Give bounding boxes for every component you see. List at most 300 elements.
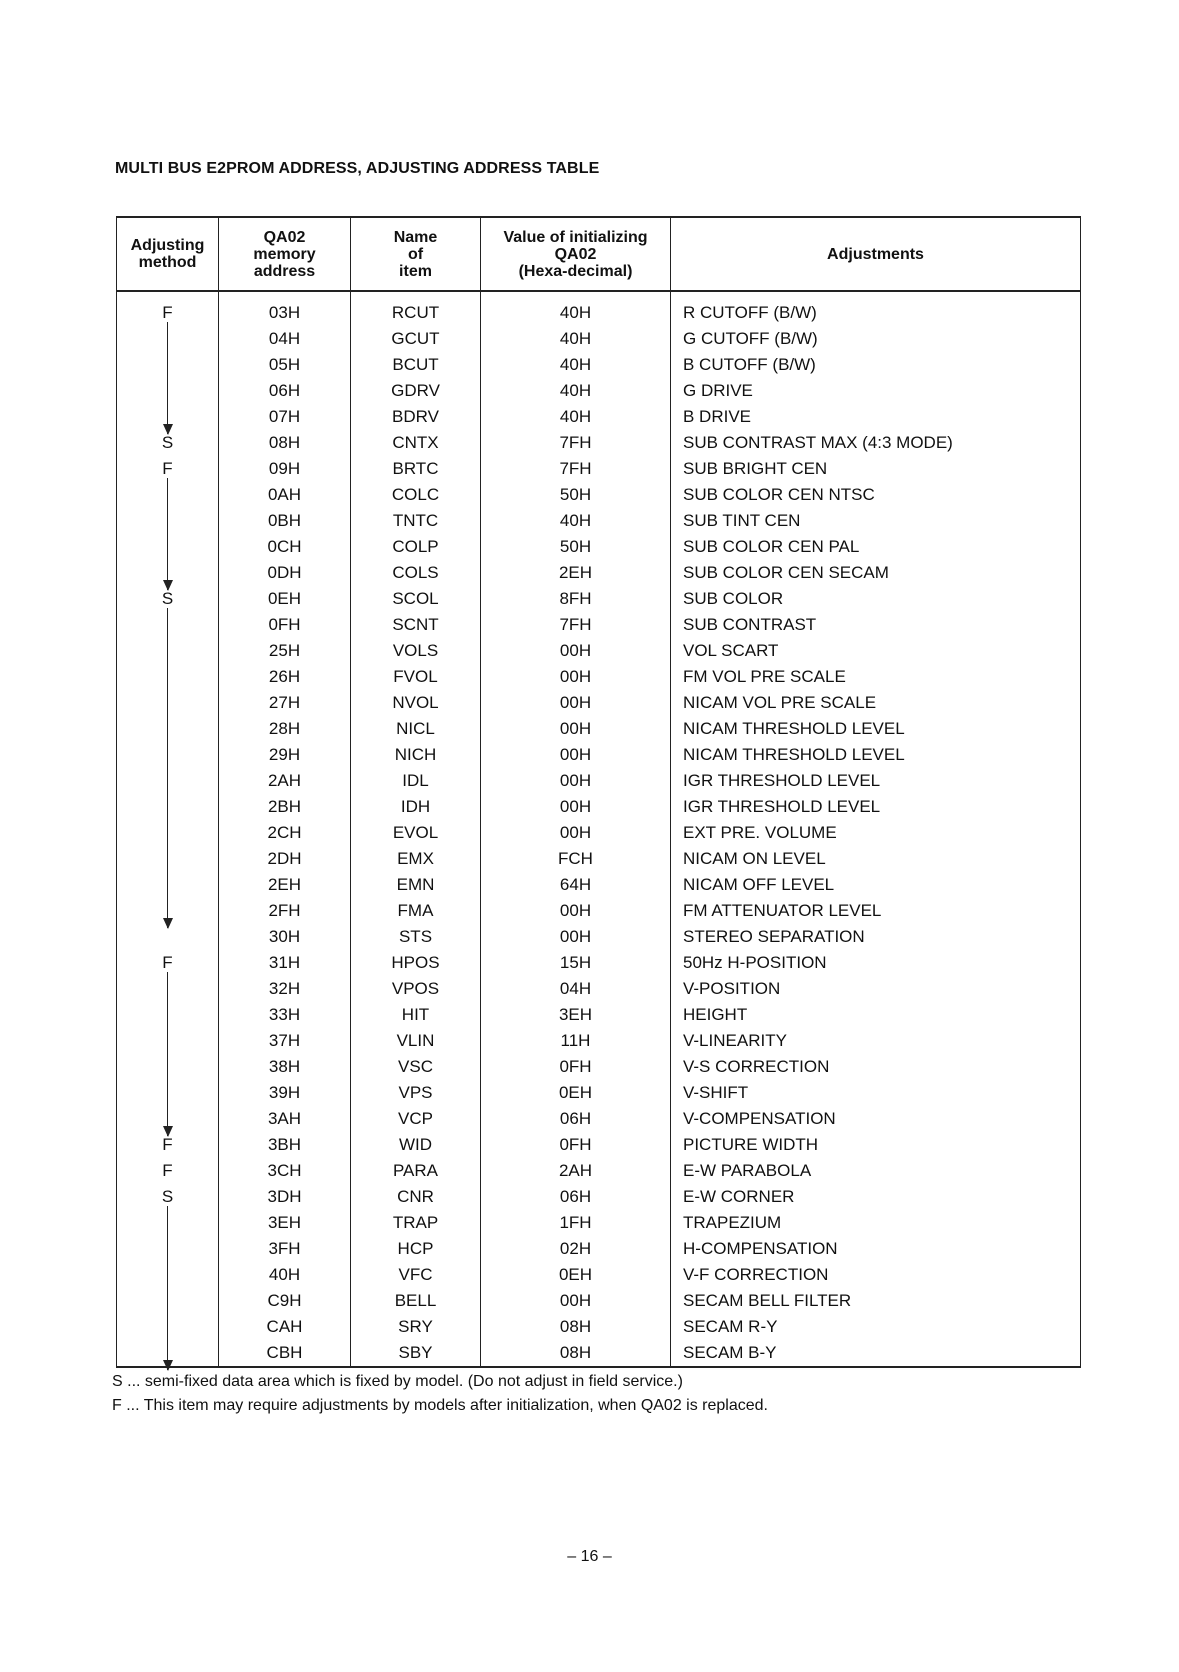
header-adjustments: Adjustments <box>671 217 1081 291</box>
adjustment-cell-text: SUB TINT CEN <box>683 511 801 530</box>
value-cell <box>481 638 671 664</box>
adjustment-cell-text: B CUTOFF (B/W) <box>683 355 816 374</box>
adjustment-cell <box>671 508 1081 534</box>
value-cell <box>481 326 671 352</box>
adjustment-cell <box>671 1002 1081 1028</box>
address-cell <box>219 976 351 1002</box>
address-cell <box>219 1184 351 1210</box>
adjustment-cell <box>671 976 1081 1002</box>
address-cell-text: 2AH <box>267 771 302 790</box>
method-cell <box>117 872 219 898</box>
adjustment-cell-text: V-COMPENSATION <box>683 1109 836 1128</box>
value-cell <box>481 508 671 534</box>
name-cell <box>351 820 481 846</box>
value-cell <box>481 1028 671 1054</box>
adjustment-cell <box>671 1132 1081 1158</box>
value-cell <box>481 872 671 898</box>
adjustment-cell-text: 50Hz H-POSITION <box>683 953 827 972</box>
name-cell-text: RCUT <box>391 303 440 322</box>
table-row <box>117 586 1081 612</box>
adjustment-cell-text: V-S CORRECTION <box>683 1057 830 1076</box>
adjustment-cell-text: NICAM THRESHOLD LEVEL <box>683 745 905 764</box>
address-cell-text: 3DH <box>267 1187 302 1206</box>
adjustment-cell-text: VOL SCART <box>683 641 779 660</box>
table-row <box>117 482 1081 508</box>
address-cell <box>219 404 351 430</box>
method-cell-text: S <box>161 433 174 452</box>
address-cell-text: 3FH <box>268 1239 301 1258</box>
name-cell-text: HPOS <box>391 953 440 972</box>
value-cell <box>481 794 671 820</box>
address-cell-text: 27H <box>268 693 301 712</box>
address-cell <box>219 586 351 612</box>
address-cell-text: 2CH <box>267 823 302 842</box>
value-cell <box>481 716 671 742</box>
table-row <box>117 742 1081 768</box>
name-cell <box>351 1080 481 1106</box>
table-row <box>117 1262 1081 1288</box>
address-cell-text: 33H <box>268 1005 301 1024</box>
table-header-row <box>117 217 1081 291</box>
value-cell <box>481 378 671 404</box>
name-cell-text: VCP <box>398 1109 433 1128</box>
adjustment-cell-text: SUB COLOR CEN NTSC <box>683 485 875 504</box>
address-cell-text: 38H <box>268 1057 301 1076</box>
value-cell <box>481 950 671 976</box>
name-cell-text: TRAP <box>392 1213 439 1232</box>
name-cell-text: HCP <box>397 1239 434 1258</box>
adjustment-cell-text: V-F CORRECTION <box>683 1265 829 1284</box>
name-cell <box>351 291 481 326</box>
method-cell <box>117 1236 219 1262</box>
method-cell <box>117 508 219 534</box>
address-cell <box>219 794 351 820</box>
adjustment-cell-text: E-W CORNER <box>683 1187 795 1206</box>
name-cell <box>351 1340 481 1367</box>
value-cell-text: 40H <box>559 303 592 322</box>
value-cell <box>481 1132 671 1158</box>
name-cell-text: STS <box>398 927 433 946</box>
value-cell <box>481 1288 671 1314</box>
name-cell <box>351 924 481 950</box>
table-row <box>117 794 1081 820</box>
adjustment-cell-text: G DRIVE <box>683 381 753 400</box>
adjustment-cell-text: SECAM R-Y <box>683 1317 778 1336</box>
name-cell-text: SCOL <box>392 589 439 608</box>
value-cell-text: 40H <box>559 381 592 400</box>
name-cell-text: EVOL <box>392 823 439 842</box>
address-cell <box>219 326 351 352</box>
name-cell-text: SBY <box>398 1343 433 1362</box>
name-cell <box>351 326 481 352</box>
adjustment-cell <box>671 898 1081 924</box>
table-row <box>117 352 1081 378</box>
adjustment-cell-text: NICAM OFF LEVEL <box>683 875 835 894</box>
adjustment-cell <box>671 768 1081 794</box>
adjustment-cell <box>671 1340 1081 1367</box>
adjustment-cell <box>671 794 1081 820</box>
method-cell <box>117 1158 219 1184</box>
name-cell-text: FVOL <box>393 667 438 686</box>
table-row <box>117 768 1081 794</box>
value-cell <box>481 1262 671 1288</box>
adjustment-cell-text: R CUTOFF (B/W) <box>683 303 817 322</box>
address-cell <box>219 1132 351 1158</box>
name-cell <box>351 1002 481 1028</box>
value-cell-text: 0FH <box>559 1057 592 1076</box>
table-row <box>117 560 1081 586</box>
adjustment-cell-text: NICAM ON LEVEL <box>683 849 826 868</box>
adjustment-cell-text: STEREO SEPARATION <box>683 927 865 946</box>
value-cell-text: 00H <box>559 771 592 790</box>
adjustment-cell-text: V-POSITION <box>683 979 781 998</box>
adjustment-cell <box>671 1080 1081 1106</box>
name-cell-text: COLP <box>392 537 439 556</box>
adjustment-cell <box>671 378 1081 404</box>
name-cell <box>351 1106 481 1132</box>
table-row <box>117 1340 1081 1367</box>
adjustment-cell-text: SECAM B-Y <box>683 1343 777 1362</box>
name-cell <box>351 1236 481 1262</box>
value-cell-text: 00H <box>559 901 592 920</box>
table-row <box>117 664 1081 690</box>
table-row <box>117 950 1081 976</box>
method-cell <box>117 1288 219 1314</box>
method-cell <box>117 1028 219 1054</box>
address-cell-text: 30H <box>268 927 301 946</box>
method-cell <box>117 1184 219 1210</box>
value-cell <box>481 1340 671 1367</box>
table-row <box>117 430 1081 456</box>
name-cell <box>351 534 481 560</box>
address-cell-text: 29H <box>268 745 301 764</box>
address-cell-text: 07H <box>268 407 301 426</box>
address-cell <box>219 1236 351 1262</box>
address-cell <box>219 1028 351 1054</box>
value-cell <box>481 1210 671 1236</box>
adjustment-cell-text: SUB CONTRAST MAX (4:3 MODE) <box>683 433 953 452</box>
adjustment-cell-text: SUB COLOR CEN SECAM <box>683 563 889 582</box>
table-row <box>117 404 1081 430</box>
adjustment-cell <box>671 742 1081 768</box>
value-cell-text: 00H <box>559 823 592 842</box>
adjustment-cell-text: HEIGHT <box>683 1005 748 1024</box>
adjustment-cell-text: NICAM THRESHOLD LEVEL <box>683 719 905 738</box>
name-cell <box>351 976 481 1002</box>
adjustment-cell-text: G CUTOFF (B/W) <box>683 329 818 348</box>
address-cell <box>219 378 351 404</box>
name-cell-text: SRY <box>398 1317 433 1336</box>
adjustment-cell-text: FM ATTENUATOR LEVEL <box>683 901 882 920</box>
name-cell-text: EMX <box>397 849 434 868</box>
address-cell <box>219 1340 351 1367</box>
method-cell <box>117 1340 219 1367</box>
method-cell <box>117 924 219 950</box>
adjustment-cell <box>671 1184 1081 1210</box>
value-cell <box>481 482 671 508</box>
name-cell-text: IDL <box>402 771 429 790</box>
adjustment-cell-text: IGR THRESHOLD LEVEL <box>683 797 881 816</box>
name-cell-text: BRTC <box>392 459 439 478</box>
value-cell-text: 7FH <box>559 433 592 452</box>
method-cell <box>117 430 219 456</box>
method-cell <box>117 846 219 872</box>
adjustment-cell <box>671 1210 1081 1236</box>
value-cell-text: 1FH <box>559 1213 592 1232</box>
method-cell <box>117 950 219 976</box>
adjustment-cell <box>671 716 1081 742</box>
name-cell <box>351 1288 481 1314</box>
value-cell <box>481 690 671 716</box>
address-cell-text: 31H <box>268 953 301 972</box>
table-row <box>117 1132 1081 1158</box>
name-cell <box>351 1054 481 1080</box>
adjustment-cell <box>671 690 1081 716</box>
value-cell-text: 00H <box>559 927 592 946</box>
method-cell <box>117 820 219 846</box>
value-cell-text: 00H <box>559 797 592 816</box>
header-memory-address: QA02 memory address <box>219 217 351 291</box>
value-cell-text: 40H <box>559 511 592 530</box>
name-cell-text: GCUT <box>391 329 440 348</box>
name-cell <box>351 794 481 820</box>
table-row <box>117 1236 1081 1262</box>
adjustment-cell <box>671 1236 1081 1262</box>
name-cell <box>351 638 481 664</box>
method-cell-text: F <box>162 1135 173 1154</box>
address-cell <box>219 482 351 508</box>
adjustment-cell-text: E-W PARABOLA <box>683 1161 812 1180</box>
name-cell <box>351 560 481 586</box>
table-row <box>117 1184 1081 1210</box>
value-cell-text: 00H <box>559 641 592 660</box>
method-cell <box>117 664 219 690</box>
method-cell <box>117 1262 219 1288</box>
value-cell-text: FCH <box>558 849 593 868</box>
name-cell-text: COLS <box>392 563 439 582</box>
name-cell-text: HIT <box>401 1005 430 1024</box>
address-cell <box>219 872 351 898</box>
value-cell-text: 3EH <box>558 1005 593 1024</box>
adjustment-cell-text: V-LINEARITY <box>683 1031 787 1050</box>
method-cell <box>117 976 219 1002</box>
address-cell <box>219 924 351 950</box>
value-cell-text: 11H <box>560 1031 591 1050</box>
value-cell <box>481 846 671 872</box>
value-cell <box>481 768 671 794</box>
value-cell-text: 06H <box>559 1109 592 1128</box>
table-row <box>117 291 1081 326</box>
value-cell-text: 00H <box>559 1291 592 1310</box>
name-cell-text: CNR <box>397 1187 434 1206</box>
address-cell <box>219 1210 351 1236</box>
adjustment-cell <box>671 534 1081 560</box>
method-cell-text: S <box>161 589 174 608</box>
address-cell <box>219 638 351 664</box>
adjustment-cell <box>671 846 1081 872</box>
value-cell <box>481 291 671 326</box>
method-cell <box>117 1314 219 1340</box>
adjustment-cell <box>671 456 1081 482</box>
address-cell-text: 2FH <box>268 901 301 920</box>
address-cell <box>219 1314 351 1340</box>
address-cell-text: CAH <box>266 1317 303 1336</box>
table-row <box>117 1314 1081 1340</box>
name-cell-text: VOLS <box>392 641 439 660</box>
value-cell <box>481 1054 671 1080</box>
name-cell-text: COLC <box>391 485 440 504</box>
adjustment-cell <box>671 326 1081 352</box>
table-body <box>117 291 1081 1367</box>
value-cell-text: 0FH <box>559 1135 592 1154</box>
address-cell-text: 04H <box>268 329 301 348</box>
name-cell <box>351 1132 481 1158</box>
address-cell <box>219 508 351 534</box>
value-cell-text: 7FH <box>559 459 592 478</box>
header-name-of-item: Name of item <box>351 217 481 291</box>
address-cell-text: CBH <box>266 1343 303 1362</box>
address-cell <box>219 352 351 378</box>
value-cell-text: 04H <box>559 979 592 998</box>
method-cell <box>117 638 219 664</box>
name-cell <box>351 1028 481 1054</box>
adjustment-cell <box>671 430 1081 456</box>
value-cell-text: 08H <box>559 1343 592 1362</box>
method-cell <box>117 291 219 326</box>
name-cell <box>351 612 481 638</box>
address-cell-text: 06H <box>268 381 301 400</box>
header-adjusting-method: Adjusting method <box>117 217 219 291</box>
value-cell-text: 00H <box>559 745 592 764</box>
adjustment-cell-text: SUB COLOR CEN PAL <box>683 537 860 556</box>
method-cell-text: F <box>162 303 173 322</box>
address-cell-text: 0EH <box>267 589 302 608</box>
method-cell <box>117 378 219 404</box>
address-cell-text: 09H <box>268 459 301 478</box>
name-cell-text: BCUT <box>392 355 439 374</box>
table-row <box>117 1288 1081 1314</box>
address-cell <box>219 1106 351 1132</box>
value-cell <box>481 976 671 1002</box>
adjustment-cell-text: SUB CONTRAST <box>683 615 817 634</box>
table-row <box>117 1158 1081 1184</box>
value-cell <box>481 1236 671 1262</box>
value-cell-text: 2EH <box>558 563 593 582</box>
name-cell-text: BDRV <box>392 407 439 426</box>
adjustment-cell-text: FM VOL PRE SCALE <box>683 667 846 686</box>
value-cell-text: 40H <box>559 355 592 374</box>
name-cell <box>351 586 481 612</box>
name-cell-text: CNTX <box>392 433 439 452</box>
address-cell <box>219 846 351 872</box>
table-row <box>117 1054 1081 1080</box>
name-cell <box>351 768 481 794</box>
method-cell <box>117 534 219 560</box>
address-cell-text: 2DH <box>267 849 302 868</box>
address-cell-text: 25H <box>268 641 301 660</box>
method-cell <box>117 1002 219 1028</box>
table-row <box>117 612 1081 638</box>
method-cell <box>117 1210 219 1236</box>
address-cell-text: 0AH <box>267 485 302 504</box>
value-cell-text: 50H <box>559 485 592 504</box>
adjustment-cell <box>671 586 1081 612</box>
method-cell-text: F <box>162 1161 173 1180</box>
name-cell-text: WID <box>398 1135 433 1154</box>
value-cell <box>481 352 671 378</box>
adjustment-cell-text: PICTURE WIDTH <box>683 1135 819 1154</box>
address-cell-text: 32H <box>268 979 301 998</box>
value-cell <box>481 1106 671 1132</box>
table-row <box>117 1028 1081 1054</box>
address-cell-text: 40H <box>268 1265 301 1284</box>
address-cell <box>219 560 351 586</box>
name-cell-text: VPOS <box>391 979 440 998</box>
adjustment-cell <box>671 1106 1081 1132</box>
address-cell-text: 2BH <box>267 797 302 816</box>
address-cell-text: 0BH <box>267 511 302 530</box>
value-cell <box>481 1184 671 1210</box>
value-cell-text: 40H <box>559 407 592 426</box>
adjustment-cell <box>671 612 1081 638</box>
address-cell-text: 0DH <box>267 563 302 582</box>
note-s: S ... semi-fixed data area which is fixed by model. (Do not adjust in field service.) <box>112 1373 683 1390</box>
method-cell <box>117 482 219 508</box>
adjustment-cell <box>671 1314 1081 1340</box>
value-cell-text: 50H <box>559 537 592 556</box>
method-cell <box>117 768 219 794</box>
address-cell <box>219 716 351 742</box>
table-row <box>117 716 1081 742</box>
table-row <box>117 456 1081 482</box>
address-cell <box>219 950 351 976</box>
value-cell-text: 06H <box>559 1187 592 1206</box>
name-cell <box>351 430 481 456</box>
address-cell-text: 3AH <box>267 1109 302 1128</box>
value-cell-text: 00H <box>559 693 592 712</box>
name-cell-text: VPS <box>398 1083 433 1102</box>
name-cell-text: NICH <box>394 745 437 764</box>
address-table <box>116 216 1081 1368</box>
address-cell-text: 0FH <box>268 615 301 634</box>
value-cell-text: 0EH <box>558 1083 593 1102</box>
adjustment-cell-text: EXT PRE. VOLUME <box>683 823 837 842</box>
table-row <box>117 1002 1081 1028</box>
value-cell <box>481 1158 671 1184</box>
address-cell <box>219 1158 351 1184</box>
address-cell <box>219 1288 351 1314</box>
address-cell <box>219 1054 351 1080</box>
value-cell <box>481 586 671 612</box>
address-cell-text: 28H <box>268 719 301 738</box>
table-row <box>117 1210 1081 1236</box>
value-cell <box>481 404 671 430</box>
address-cell <box>219 820 351 846</box>
name-cell <box>351 872 481 898</box>
address-cell <box>219 612 351 638</box>
name-cell-text: NVOL <box>392 693 439 712</box>
value-cell <box>481 1002 671 1028</box>
name-cell <box>351 1184 481 1210</box>
name-cell-text: VFC <box>398 1265 433 1284</box>
value-cell <box>481 742 671 768</box>
value-cell-text: 00H <box>559 667 592 686</box>
address-cell <box>219 1262 351 1288</box>
method-cell <box>117 690 219 716</box>
value-cell <box>481 924 671 950</box>
value-cell-text: 8FH <box>559 589 592 608</box>
address-cell-text: 2EH <box>267 875 302 894</box>
